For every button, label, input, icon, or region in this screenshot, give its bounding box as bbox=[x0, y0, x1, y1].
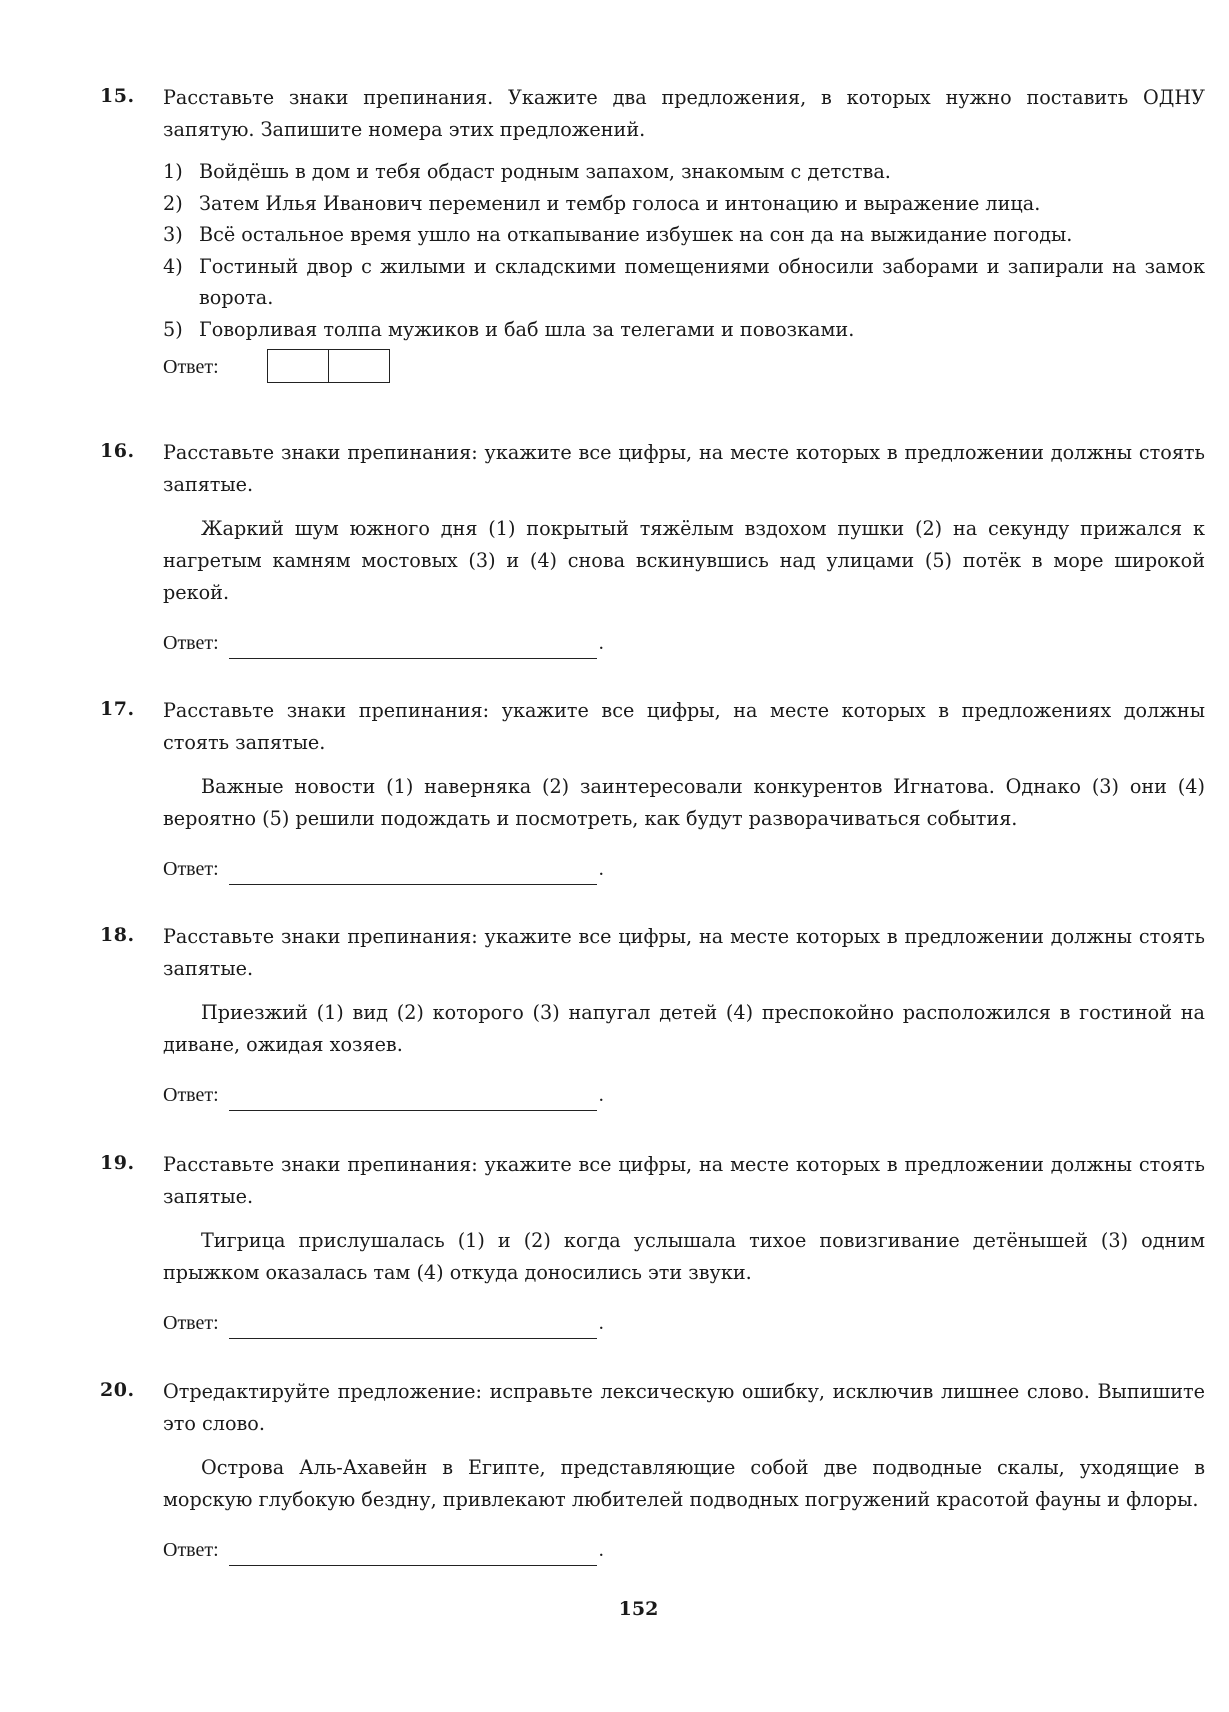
task-passage: Жаркий шум южного дня (1) покрытый тяжёлым вздохом пушки (2) на секунду прижался к нагретым камням мостовых (3) и (4) снова вскинувшись над улицами (5) потёк в море широкой рекой. bbox=[163, 517, 1205, 604]
answer-dot: . bbox=[598, 858, 604, 880]
option-number: 3) bbox=[163, 223, 183, 246]
answer-cell[interactable] bbox=[328, 350, 389, 382]
answer-line[interactable] bbox=[229, 1318, 597, 1339]
options-list bbox=[163, 156, 1205, 345]
answer-row bbox=[163, 625, 1205, 659]
option-number: 4) bbox=[163, 254, 183, 278]
answer-row bbox=[163, 349, 1205, 383]
option-number: 5) bbox=[163, 317, 183, 341]
answer-label: Ответ: bbox=[163, 858, 219, 880]
task-instruction: Расставьте знаки препинания: укажите все цифры, на месте которых в предложении должны стоять запятые. bbox=[163, 441, 1205, 496]
answer-label: Ответ: bbox=[163, 1312, 219, 1334]
option-number: 1) bbox=[163, 160, 183, 183]
task-passage: Тигрица прислушалась (1) и (2) когда услышала тихое повизгивание детёнышей (3) одним прыжком оказалась там (4) откуда доносились эти звуки. bbox=[163, 1229, 1205, 1284]
task-instruction: Расставьте знаки препинания. Укажите два предложения, в которых нужно поставить ОДНУ запятую. Запишите номера этих предложений. bbox=[163, 86, 1205, 141]
answer-label: Ответ: bbox=[163, 1084, 219, 1106]
option-item bbox=[163, 188, 1205, 220]
answer-line[interactable] bbox=[229, 638, 597, 659]
task-number: 18. bbox=[100, 924, 135, 946]
task-instruction: Расставьте знаки препинания: укажите все цифры, на месте которых в предложении должны стоять запятые. bbox=[163, 925, 1205, 980]
option-item bbox=[163, 314, 1205, 346]
task-passage: Приезжий (1) вид (2) которого (3) напугал детей (4) преспокойно расположился в гостиной на диване, ожидая хозяев. bbox=[163, 1001, 1205, 1056]
answer-box[interactable] bbox=[267, 349, 390, 383]
option-text: Затем Илья Иванович переменил и тембр голоса и интонацию и выражение лица. bbox=[199, 191, 1041, 215]
option-text: Говорливая толпа мужиков и баб шла за телегами и повозками. bbox=[199, 317, 855, 341]
option-item bbox=[163, 251, 1205, 314]
task-15 bbox=[100, 82, 1205, 383]
answer-label: Ответ: bbox=[163, 1539, 219, 1561]
task-instruction: Отредактируйте предложение: исправьте лексическую ошибку, исключив лишнее слово. Выпишите это слово. bbox=[163, 1380, 1205, 1435]
answer-line[interactable] bbox=[229, 1090, 597, 1111]
task-number: 15. bbox=[100, 85, 135, 107]
task-18 bbox=[100, 921, 1205, 1111]
task-number: 19. bbox=[100, 1152, 135, 1174]
answer-dot: . bbox=[598, 1312, 604, 1334]
page-number: 152 bbox=[618, 1598, 659, 1620]
option-text: Войдёшь в дом и тебя обдаст родным запахом, знакомым с детства. bbox=[199, 160, 891, 183]
task-passage: Важные новости (1) наверняка (2) заинтересовали конкурентов Игнатова. Однако (3) они (4) вероятно (5) решили подождать и посмотреть, как будут разворачиваться события. bbox=[163, 775, 1205, 830]
task-instruction: Расставьте знаки препинания: укажите все цифры, на месте которых в предложениях должны стоять запятые. bbox=[163, 699, 1205, 754]
answer-dot: . bbox=[598, 1084, 604, 1106]
task-19 bbox=[100, 1149, 1205, 1339]
task-number: 17. bbox=[100, 698, 135, 720]
answer-row bbox=[163, 1532, 1205, 1566]
answer-row bbox=[163, 1077, 1205, 1111]
option-item bbox=[163, 156, 1205, 188]
option-number: 2) bbox=[163, 191, 183, 215]
task-17 bbox=[100, 695, 1205, 885]
task-16 bbox=[100, 437, 1205, 659]
answer-dot: . bbox=[598, 632, 604, 654]
task-instruction: Расставьте знаки препинания: укажите все цифры, на месте которых в предложении должны стоять запятые. bbox=[163, 1153, 1205, 1208]
task-body bbox=[163, 82, 1205, 383]
answer-label: Ответ: bbox=[163, 632, 219, 654]
task-body bbox=[163, 1149, 1205, 1339]
answer-label: Ответ: bbox=[163, 356, 219, 378]
task-body bbox=[163, 437, 1205, 659]
option-text: Всё остальное время ушло на откапывание избушек на сон да на выжидание погоды. bbox=[199, 223, 1073, 246]
option-text: Гостиный двор с жилыми и складскими помещениями обносили заборами и запирали на замок ворота. bbox=[199, 254, 1205, 309]
answer-dot: . bbox=[598, 1539, 604, 1561]
task-body bbox=[163, 695, 1205, 885]
task-20 bbox=[100, 1376, 1205, 1566]
answer-cell[interactable] bbox=[268, 350, 328, 382]
option-item bbox=[163, 219, 1205, 251]
task-body bbox=[163, 921, 1205, 1111]
task-body bbox=[163, 1376, 1205, 1566]
answer-line[interactable] bbox=[229, 1545, 597, 1566]
task-number: 16. bbox=[100, 440, 135, 462]
answer-row bbox=[163, 851, 1205, 885]
answer-row bbox=[163, 1305, 1205, 1339]
answer-line[interactable] bbox=[229, 864, 597, 885]
task-number: 20. bbox=[100, 1379, 135, 1401]
task-passage: Острова Аль-Ахавейн в Египте, представляющие собой две подводные скалы, уходящие в морскую глубокую бездну, привлекают любителей подводных погружений красотой фауны и флоры. bbox=[163, 1456, 1205, 1511]
